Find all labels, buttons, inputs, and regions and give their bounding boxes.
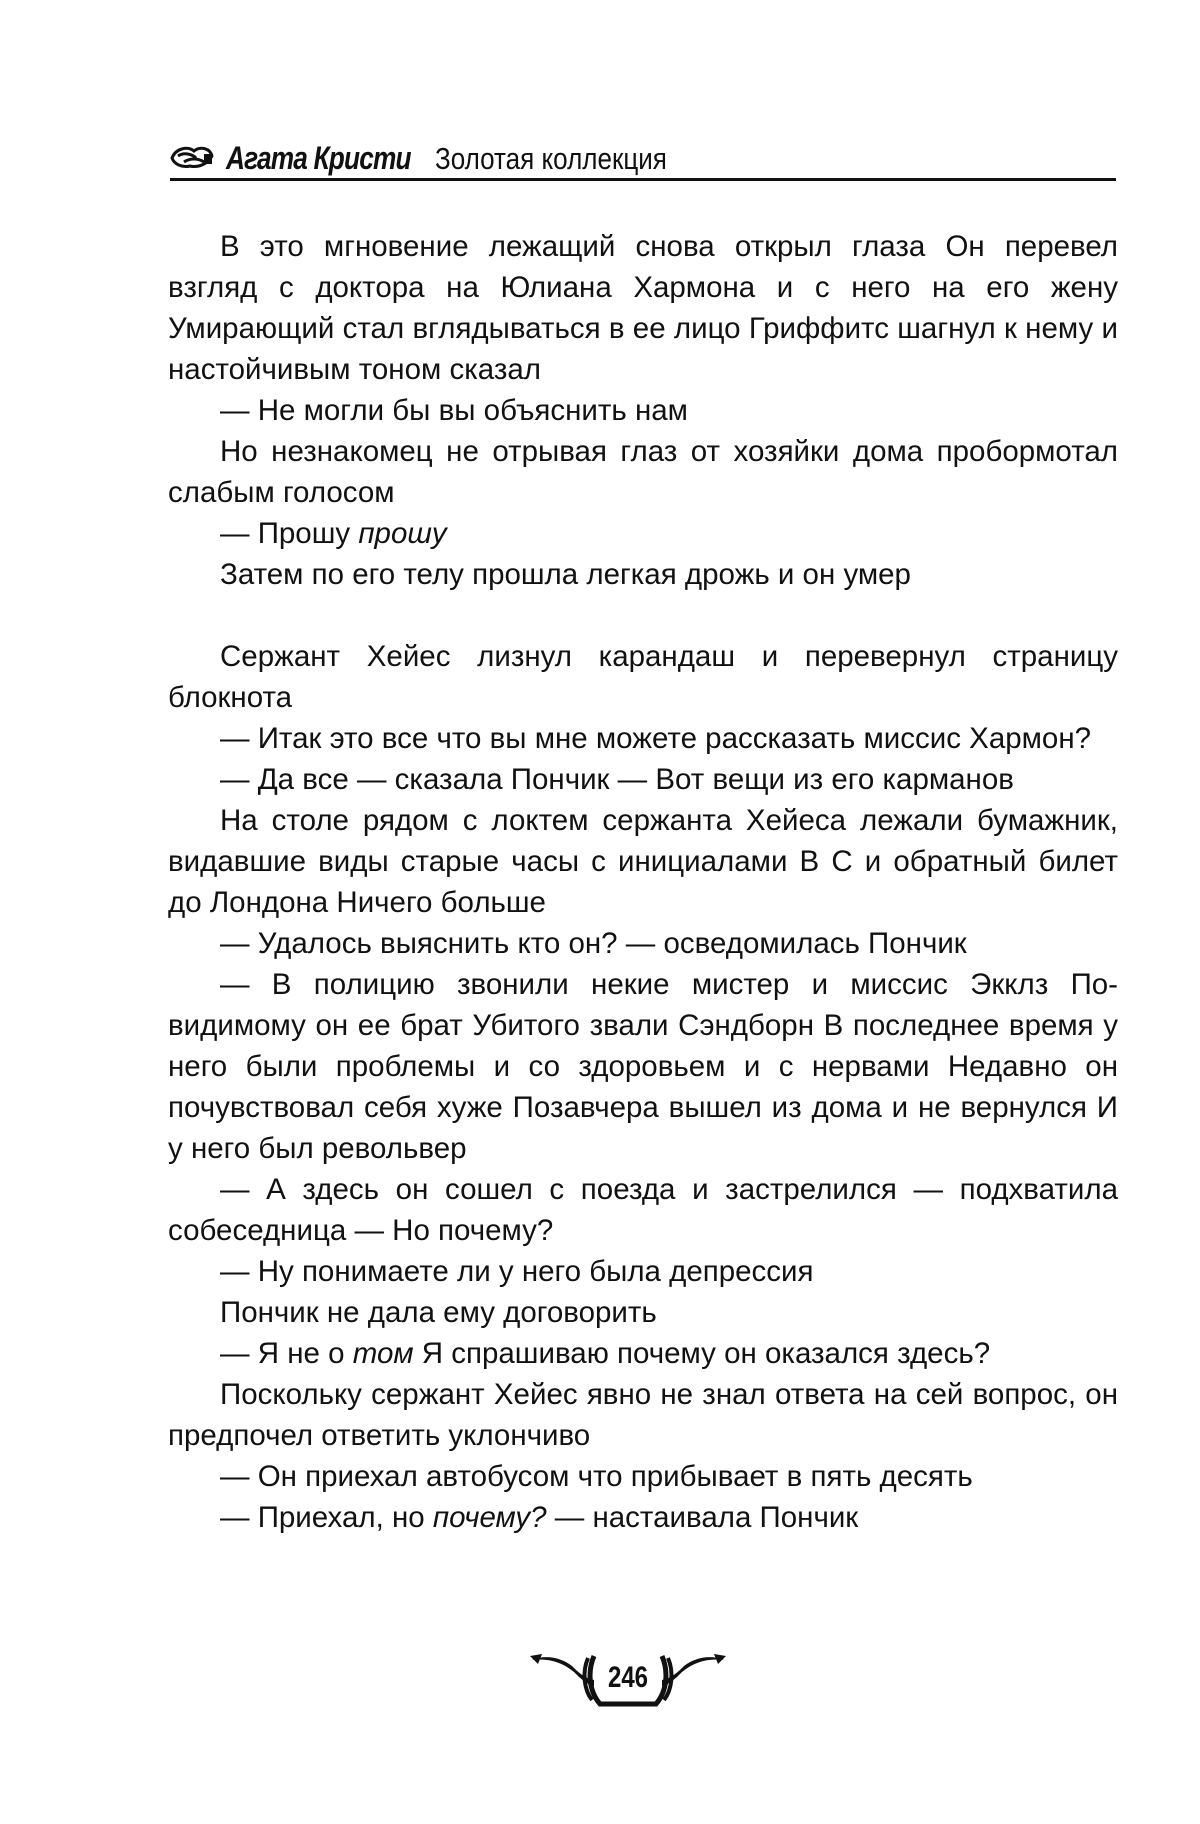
paragraph: — В полицию звонили некие мистер и миссис Экклз По-видимому он ее брат Убитого звали Сэндборн В последнее время у него были проблемы и со здоровьем и с нервами Недавно он почувствовал себя хуже Позавчера вышел из дома и не вернулся И у него был револьвер (168, 968, 1118, 1165)
paragraph: В это мгновение лежащий снова открыл глаза Он перевел взгляд с доктора на Юлиана Хармона и с него на его жену Умирающий стал вглядываться в ее лицо Гриффитс шагнул к нему и настойчивым тоном сказал (168, 230, 1118, 386)
paragraph: — Не могли бы вы объяснить нам (220, 394, 688, 427)
series-title: Золотая коллекция (435, 141, 668, 176)
running-header (170, 128, 1116, 178)
paragraph: — А здесь он сошел с поезда и застрелился — подхватила собеседница — Но почему? (168, 1173, 1118, 1247)
paragraph: Затем по его телу прошла легкая дрожь и он умер (220, 558, 911, 591)
paragraph: Поскольку сержант Хейес явно не знал ответа на сей вопрос, он предпочел ответить уклончиво (168, 1378, 1118, 1452)
paragraph: — Ну понимаете ли у него была депрессия (220, 1255, 814, 1288)
paragraph: — Прошу прошу (220, 517, 447, 550)
handshake-logo-icon (170, 142, 214, 172)
paragraph: На столе рядом с локтем сержанта Хейеса лежали бумажник, видавшие виды старые часы с инициалами В С и обратный билет до Лондона Ничего больше (168, 804, 1118, 919)
paragraph: — Приехал, но почему? — настаивала Пончик (220, 1501, 859, 1534)
paragraph: Но незнакомец не отрывая глаз от хозяйки дома пробормотал слабым голосом (168, 435, 1118, 509)
italic-emphasis: том (352, 1337, 414, 1370)
page-folio (528, 1650, 728, 1708)
italic-emphasis: почему? (432, 1501, 547, 1534)
paragraph: — Он приехал автобусом что прибывает в пять десять (220, 1460, 973, 1493)
paragraph: — Итак это все что вы мне можете рассказать миссис Хармон? (220, 722, 1092, 755)
italic-emphasis: прошу (358, 517, 447, 550)
page-number: 246 (607, 1661, 649, 1694)
body-text (168, 226, 1118, 1538)
paragraph: — Я не о том Я спрашиваю почему он оказался здесь? (220, 1337, 991, 1370)
section-break (168, 595, 1118, 636)
series-author: Агата Кристи (226, 140, 411, 176)
paragraph: Пончик не дала ему договорить (220, 1296, 657, 1329)
paragraph: — Удалось выяснить кто он? — осведомилась Пончик (220, 927, 967, 960)
header-rule (170, 178, 1116, 181)
paragraph: — Да все — сказала Пончик — Вот вещи из его карманов (220, 763, 1014, 796)
paragraph: Сержант Хейес лизнул карандаш и перевернул страницу блокнота (168, 640, 1118, 714)
